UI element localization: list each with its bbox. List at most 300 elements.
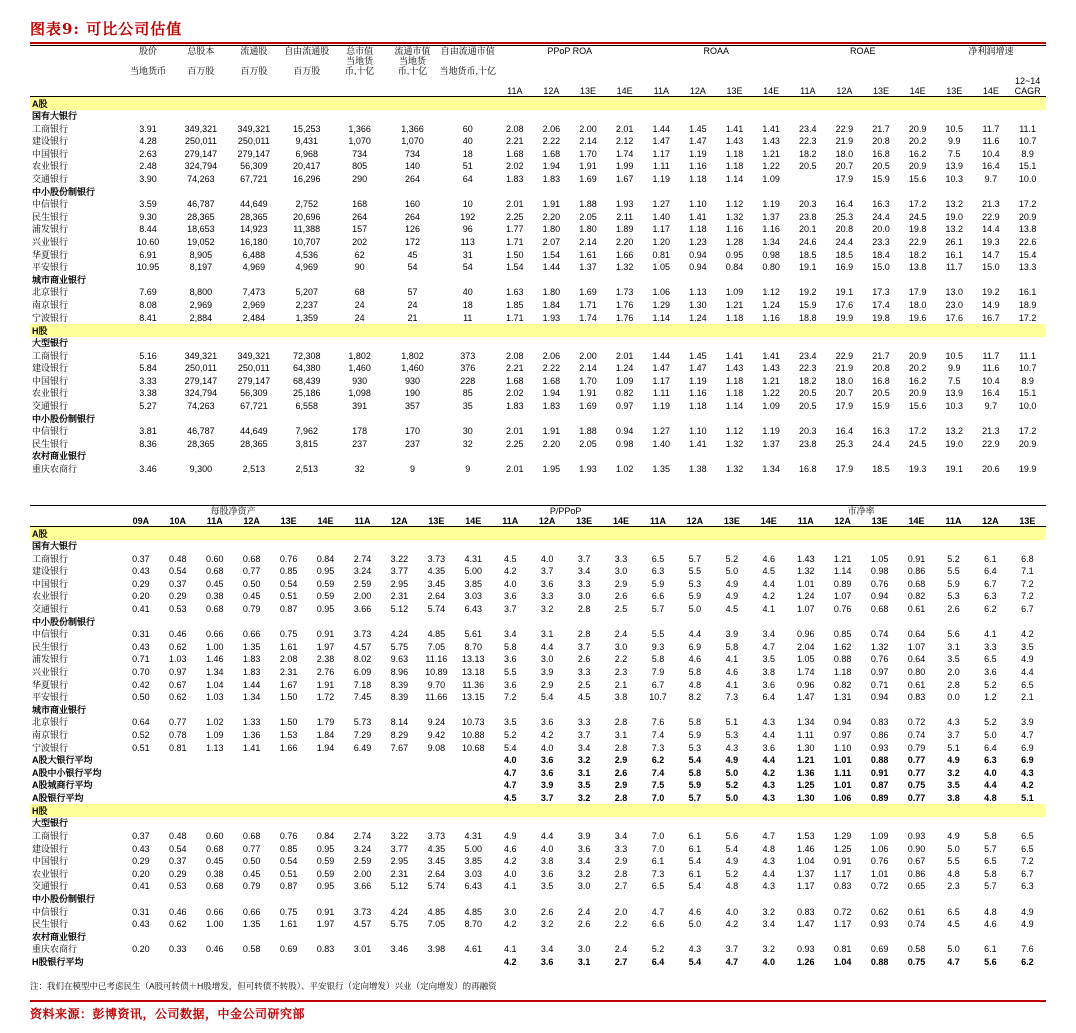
data-cell: 15,253 <box>292 123 321 134</box>
data-cell: 3.90 <box>139 173 157 184</box>
data-cell: 20,417 <box>292 161 321 172</box>
table-row <box>30 135 1046 148</box>
data-cell: 1.45 <box>689 350 707 361</box>
row-label: 民生银行 <box>32 919 69 930</box>
data-cell: 1.09 <box>762 401 780 412</box>
data-cell: 290 <box>352 173 368 184</box>
data-cell: 228 <box>460 375 476 386</box>
data-cell: 4.6 <box>688 906 702 917</box>
data-cell: 6.2 <box>651 755 665 766</box>
data-cell: 2.8 <box>614 717 628 728</box>
data-cell: 1.32 <box>725 211 744 222</box>
data-cell: 2,884 <box>189 312 213 323</box>
data-cell: 2,969 <box>242 299 266 310</box>
data-cell: 5.4 <box>688 881 702 892</box>
data-cell: 1.53 <box>279 729 298 740</box>
data-cell <box>455 956 492 969</box>
data-cell: 2.3 <box>947 881 960 892</box>
data-cell: 1.68 <box>506 148 524 159</box>
data-cell: 22.3 <box>799 363 817 374</box>
data-cell: 1.47 <box>652 363 671 374</box>
data-cell: 10.88 <box>462 729 485 740</box>
data-cell: 0.53 <box>169 603 187 614</box>
data-cell: 0.37 <box>132 553 150 564</box>
data-cell: 3.7 <box>540 566 554 577</box>
data-cell: 1.72 <box>316 692 335 703</box>
header-year-cell: 13E <box>280 516 297 526</box>
row-label: 工商银行 <box>32 831 69 842</box>
data-cell: 3.3 <box>984 641 997 652</box>
data-cell: 1.00 <box>205 919 224 930</box>
data-cell: 1.28 <box>725 236 744 247</box>
data-cell: 4.0 <box>540 742 554 753</box>
data-cell: 5.2 <box>503 729 517 740</box>
data-cell: 0.74 <box>907 729 926 740</box>
header-cell: 总股本 <box>187 46 215 56</box>
data-cell: 1,070 <box>348 136 371 147</box>
data-cell: 1.24 <box>689 312 707 323</box>
data-cell: 1.13 <box>689 287 707 298</box>
data-cell: 1.23 <box>689 236 707 247</box>
data-cell: 4.2 <box>503 957 517 967</box>
data-cell: 1.63 <box>506 287 524 298</box>
data-cell: 5.7 <box>651 603 665 614</box>
data-cell: 4.28 <box>139 136 157 147</box>
data-cell: 0.42 <box>132 679 150 690</box>
data-cell: 15.1 <box>1018 388 1037 399</box>
data-cell: 5.3 <box>688 742 702 753</box>
data-cell <box>196 779 233 792</box>
data-cell: 6.43 <box>464 881 483 892</box>
data-cell: 5.5 <box>503 666 517 677</box>
data-cell: 17.2 <box>908 199 927 210</box>
data-cell: 6.4 <box>984 566 997 577</box>
data-cell: 6.1 <box>688 831 702 842</box>
data-cell: 6.7 <box>984 578 997 589</box>
data-cell: 17.9 <box>835 464 854 475</box>
data-cell: 22.9 <box>908 236 927 247</box>
data-cell: 0.20 <box>132 868 150 879</box>
header-year-cell: 14E <box>616 86 633 96</box>
data-cell: 4.9 <box>1021 906 1034 917</box>
data-cell <box>455 779 492 792</box>
data-cell: 2.6 <box>947 603 960 614</box>
data-cell: 0.74 <box>870 629 889 640</box>
data-cell: 15.6 <box>908 401 927 412</box>
data-cell: 4.4 <box>688 629 702 640</box>
data-cell: 160 <box>405 199 421 210</box>
data-cell: 1.70 <box>579 375 597 386</box>
data-cell: 1.21 <box>725 299 744 310</box>
data-cell: 1.94 <box>542 388 561 399</box>
data-cell: 9.63 <box>390 654 409 665</box>
data-cell: 1.43 <box>725 136 744 147</box>
header-year-cell: 13E <box>576 516 593 526</box>
data-cell: 19.6 <box>908 312 927 323</box>
header-year-cell: 13E <box>946 86 963 96</box>
data-cell: 2.04 <box>796 641 815 652</box>
data-cell: 74,263 <box>187 401 215 412</box>
data-cell: 5.0 <box>984 729 997 740</box>
data-cell: 0.68 <box>242 553 261 564</box>
data-cell: 5.61 <box>464 629 483 640</box>
data-cell: 0.45 <box>242 591 261 602</box>
data-cell: 17.9 <box>835 401 854 412</box>
data-cell: 13.8 <box>1018 224 1037 235</box>
data-cell: 1.93 <box>615 199 634 210</box>
data-cell: 4.3 <box>947 717 960 728</box>
data-cell: 324,794 <box>184 388 218 399</box>
data-cell: 0.84 <box>316 831 335 842</box>
data-cell: 4.9 <box>725 578 739 589</box>
data-cell: 1.27 <box>652 426 671 437</box>
data-cell: 0.68 <box>205 881 224 892</box>
data-cell: 0.93 <box>870 919 889 930</box>
table-row <box>30 236 1046 249</box>
data-cell: 4,969 <box>295 262 318 273</box>
data-cell: 51 <box>462 161 473 172</box>
data-cell: 0.77 <box>907 792 926 803</box>
data-cell: 5.27 <box>139 401 157 412</box>
data-cell: 0.62 <box>870 906 889 917</box>
data-cell: 0.59 <box>316 856 335 867</box>
data-cell: 3.03 <box>464 591 483 602</box>
data-cell: 21.9 <box>835 363 854 374</box>
row-label: 工商银行 <box>32 553 69 564</box>
header-year-cell: 09A <box>132 516 150 526</box>
data-cell: 3.7 <box>577 641 591 652</box>
valuation-table-bottom <box>30 505 1046 969</box>
data-cell: 11.7 <box>982 350 1000 361</box>
data-cell: 68 <box>354 287 365 298</box>
data-cell: 0.72 <box>907 717 926 728</box>
data-cell <box>381 956 418 969</box>
data-cell: 4.35 <box>427 843 446 854</box>
data-cell: 4.9 <box>725 591 739 602</box>
data-cell: 0.98 <box>870 566 889 577</box>
data-cell: 0.53 <box>169 881 187 892</box>
data-cell: 18.5 <box>799 249 817 260</box>
data-cell: 5.6 <box>725 831 739 842</box>
data-cell: 0.66 <box>242 629 261 640</box>
data-cell: 1.21 <box>762 148 780 159</box>
data-cell: 1.47 <box>796 692 815 703</box>
data-cell: 1.35 <box>652 464 671 475</box>
data-cell: 5.75 <box>390 641 409 652</box>
data-cell: 4.4 <box>1021 666 1034 677</box>
data-cell: 6.3 <box>1021 881 1034 892</box>
data-cell: 2.01 <box>506 199 524 210</box>
data-cell: 5.4 <box>688 755 702 766</box>
data-cell: 13.9 <box>945 388 964 399</box>
data-cell: 35 <box>462 401 473 412</box>
data-cell: 4.0 <box>503 868 517 879</box>
data-cell: 4.1 <box>984 629 997 640</box>
table-row <box>30 578 1046 591</box>
data-cell: 0.97 <box>870 666 889 677</box>
data-cell: 0.41 <box>132 603 150 614</box>
data-cell: 0.41 <box>132 881 150 892</box>
data-cell: 2.06 <box>542 350 561 361</box>
data-cell: 3.6 <box>540 767 554 778</box>
data-cell: 3.4 <box>540 944 554 955</box>
data-cell: 5.5 <box>651 629 665 640</box>
data-cell: 2,237 <box>295 299 318 310</box>
data-cell: 16.2 <box>908 375 927 386</box>
data-cell: 20.5 <box>799 401 817 412</box>
data-cell: 1.68 <box>506 375 524 386</box>
data-cell: 19.9 <box>835 312 854 323</box>
data-cell: 18.8 <box>799 312 817 323</box>
data-cell: 3.38 <box>139 388 157 399</box>
data-cell: 250,011 <box>237 363 270 374</box>
data-cell: 3.9 <box>540 780 554 791</box>
data-cell: 2.31 <box>390 868 409 879</box>
data-cell: 1.09 <box>615 375 634 386</box>
data-cell: 14.4 <box>982 224 1000 235</box>
section-header-row: A股 <box>30 527 1046 541</box>
data-cell: 10.3 <box>945 401 964 412</box>
table-row <box>30 666 1046 679</box>
data-cell: 140 <box>405 161 421 172</box>
data-cell: 0.62 <box>169 641 187 652</box>
data-cell: 13.2 <box>945 426 964 437</box>
data-cell: 46,787 <box>187 199 215 210</box>
data-cell: 192 <box>460 211 476 222</box>
row-label: 农业银行 <box>32 388 69 399</box>
data-cell <box>270 779 307 792</box>
data-cell: 1.11 <box>834 767 852 778</box>
data-cell: 0.97 <box>833 729 852 740</box>
header-row-1 <box>30 46 1046 57</box>
data-cell: 13.13 <box>462 654 485 665</box>
data-cell: 22.3 <box>799 136 817 147</box>
data-cell: 6.4 <box>984 742 997 753</box>
header-year-cell: 14E <box>909 86 926 96</box>
data-cell: 1.02 <box>615 464 634 475</box>
header-group-pe <box>639 506 787 517</box>
data-cell: 2.20 <box>615 236 634 247</box>
data-cell: 62 <box>354 249 365 260</box>
data-cell: 2.31 <box>279 666 298 677</box>
data-cell: 2.59 <box>353 856 372 867</box>
header-year-cell: 11A <box>649 516 666 526</box>
data-cell: 1.40 <box>652 438 671 449</box>
data-cell: 67,721 <box>240 173 268 184</box>
data-cell: 1.41 <box>762 123 780 134</box>
data-cell: 1.99 <box>615 161 634 172</box>
data-cell: 1.62 <box>833 641 852 652</box>
data-cell: 11.7 <box>945 262 963 273</box>
table-row <box>30 653 1046 666</box>
data-cell: 54 <box>407 262 418 273</box>
data-cell: 1.30 <box>796 742 815 753</box>
data-cell: 1.16 <box>762 224 780 235</box>
data-cell: 3.4 <box>577 856 591 867</box>
data-cell: 18.2 <box>799 148 817 159</box>
data-cell: 20.9 <box>908 161 927 172</box>
data-cell: 18.0 <box>835 375 854 386</box>
data-cell: 13.0 <box>945 287 964 298</box>
row-label: 交通银行 <box>32 401 69 412</box>
data-cell: 1.19 <box>762 426 780 437</box>
row-label: 中信银行 <box>32 906 69 917</box>
data-cell: 1.43 <box>796 553 815 564</box>
header-year-cell: 12A <box>689 86 706 96</box>
data-cell: 1.41 <box>242 742 261 753</box>
data-cell: 16.9 <box>835 262 854 273</box>
data-cell: 10.7 <box>1018 363 1037 374</box>
data-cell: 1.00 <box>205 641 224 652</box>
data-cell: 2.8 <box>947 679 960 690</box>
data-cell: 56,309 <box>240 161 268 172</box>
data-cell: 2.0 <box>947 666 960 677</box>
data-cell: 0.89 <box>870 792 889 803</box>
data-cell: 16.4 <box>982 388 1000 399</box>
data-cell <box>196 754 233 767</box>
data-cell: 0.74 <box>907 919 926 930</box>
data-cell: 18.2 <box>908 249 927 260</box>
subsection-header-row: 大型银行 <box>32 818 69 829</box>
data-cell: 1.2 <box>984 692 997 703</box>
data-cell: 1.32 <box>725 438 744 449</box>
data-cell: 3.1 <box>540 629 554 640</box>
data-cell: 2.64 <box>427 591 446 602</box>
data-cell: 17.6 <box>835 299 854 310</box>
data-cell: 1.16 <box>725 224 744 235</box>
section-header-row: H股 <box>30 324 1046 337</box>
average-row <box>30 754 1046 767</box>
data-cell: 1.01 <box>833 780 852 791</box>
data-cell: 7.2 <box>1021 591 1034 602</box>
data-cell: 0.67 <box>907 856 926 867</box>
data-cell: 3.1 <box>577 767 591 778</box>
data-cell: 60 <box>462 123 473 134</box>
data-cell: 4.4 <box>762 729 776 740</box>
row-label: 民生银行 <box>32 211 69 222</box>
data-cell: 16.3 <box>872 426 890 437</box>
row-label: 建设银行 <box>32 566 69 577</box>
data-cell: 32 <box>462 438 473 449</box>
header-cell: 股价 <box>139 46 158 56</box>
data-cell: 4.1 <box>503 881 517 892</box>
subsection-header-row: 中小股份制银行 <box>32 186 96 197</box>
data-cell: 1.14 <box>725 173 744 184</box>
data-cell: 0.62 <box>169 919 187 930</box>
data-cell: 2.01 <box>615 123 634 134</box>
data-cell: 16,296 <box>292 173 321 184</box>
data-cell: 7.0 <box>651 831 665 842</box>
data-cell: 0.54 <box>279 856 298 867</box>
data-cell: 7.18 <box>353 679 372 690</box>
data-cell <box>122 956 159 969</box>
data-cell: 4.3 <box>762 856 776 867</box>
data-cell: 9.30 <box>139 211 157 222</box>
data-cell: 8.29 <box>390 729 409 740</box>
data-cell <box>381 767 418 780</box>
data-cell: 15.9 <box>872 401 890 412</box>
data-cell: 0.91 <box>316 906 335 917</box>
data-cell: 15.1 <box>1018 161 1037 172</box>
data-cell: 7.6 <box>651 717 665 728</box>
data-cell: 2.3 <box>614 666 628 677</box>
data-cell: 0.51 <box>279 868 298 879</box>
data-cell: 1.69 <box>579 173 597 184</box>
data-cell: 0.96 <box>796 679 815 690</box>
data-cell: 3.22 <box>390 553 409 564</box>
data-cell <box>122 792 159 805</box>
data-cell: 4.8 <box>984 792 997 803</box>
data-cell: 3.2 <box>577 792 591 803</box>
data-cell: 1.32 <box>796 566 815 577</box>
data-cell: 20.8 <box>835 224 854 235</box>
data-cell: 5.5 <box>688 566 702 577</box>
data-cell: 0.64 <box>132 717 150 728</box>
data-cell: 20.2 <box>908 136 927 147</box>
data-cell: 3.85 <box>464 578 483 589</box>
data-cell: 5.6 <box>984 957 997 967</box>
data-cell: 0.68 <box>870 603 889 614</box>
data-cell: 17.6 <box>945 312 964 323</box>
data-cell: 1.44 <box>652 350 671 361</box>
data-cell: 1.19 <box>652 173 671 184</box>
data-cell: 0.60 <box>205 831 224 842</box>
data-cell: 1.24 <box>796 591 815 602</box>
data-cell: 11,388 <box>293 224 321 235</box>
data-cell: 9 <box>465 464 471 475</box>
data-cell: 4.6 <box>984 919 997 930</box>
data-cell <box>159 779 196 792</box>
data-cell: 16.8 <box>872 148 890 159</box>
data-cell: 1.47 <box>689 136 707 147</box>
data-cell: 19.3 <box>908 464 927 475</box>
data-cell: 4,536 <box>295 249 318 260</box>
data-cell: 20.9 <box>908 350 927 361</box>
table-row <box>30 868 1046 881</box>
data-cell: 0.89 <box>833 578 852 589</box>
data-cell: 250,011 <box>184 363 217 374</box>
data-cell: 5.4 <box>725 843 739 854</box>
data-cell: 4.9 <box>947 831 960 842</box>
data-cell: 0.66 <box>205 629 224 640</box>
data-cell: 25.3 <box>835 438 854 449</box>
data-cell: 2.95 <box>390 578 409 589</box>
data-cell: 4.2 <box>762 767 776 778</box>
data-cell: 2.01 <box>506 464 524 475</box>
data-cell: 13.3 <box>1018 262 1037 273</box>
data-cell <box>233 956 270 969</box>
header-cell: 流通股 <box>240 46 268 56</box>
data-cell: 0.79 <box>907 742 926 753</box>
data-cell: 2.59 <box>353 578 372 589</box>
data-cell: 0.45 <box>242 868 261 879</box>
data-cell: 7.0 <box>651 792 665 803</box>
data-cell: 1.67 <box>615 173 634 184</box>
data-cell: 7.1 <box>1021 566 1034 577</box>
data-cell: 14.7 <box>982 249 1000 260</box>
data-cell: 1.43 <box>725 363 744 374</box>
data-cell: 5.73 <box>353 717 372 728</box>
data-cell: 0.81 <box>833 944 852 955</box>
data-cell: 1.47 <box>652 136 671 147</box>
row-label: 交通银行 <box>32 881 69 892</box>
data-cell: 7.2 <box>1021 856 1034 867</box>
data-cell: 21.7 <box>872 350 890 361</box>
data-cell: 3.6 <box>540 717 554 728</box>
data-cell: 7,962 <box>295 426 318 437</box>
data-cell: 3.1 <box>947 641 960 652</box>
data-cell: 0.54 <box>169 566 187 577</box>
